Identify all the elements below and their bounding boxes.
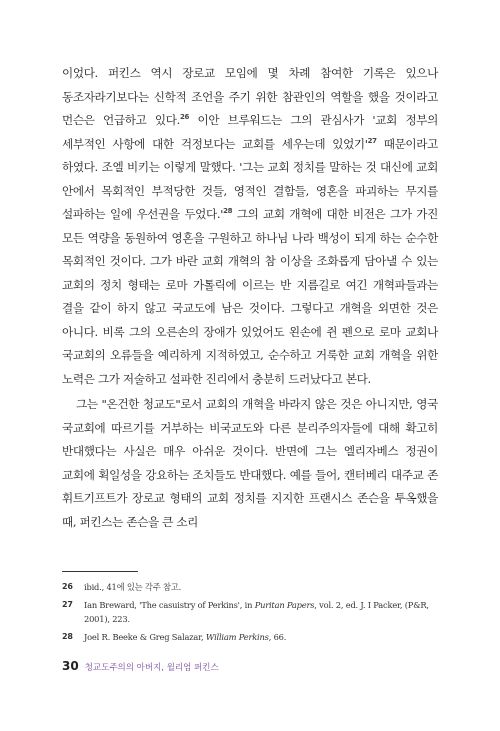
- footnote-text: [84, 598, 438, 627]
- footnote-text: [84, 630, 286, 645]
- text-run: 이안 브루워드는 그의 관심사가 '교회 정부의 세부적인 사항에 대한 걱정보다는 교회를 세우는데 있었기': [62, 113, 438, 151]
- footnote-text-pre: Ian Breward, 'The casuistry of Perkins', in: [84, 599, 255, 610]
- footnote-ref-27[interactable]: 27: [367, 136, 377, 145]
- footnote-text-pre: Joel R. Beeke & Greg Salazar,: [84, 631, 206, 642]
- footnote-ref-28[interactable]: 28: [223, 207, 233, 216]
- footnote-number: 28: [62, 631, 73, 641]
- text-run: 때문이라고 하였다. 조엘 비키는 이렇게 말했다. '그는 교회 정치를 말하는 것 대신에 교회 안에서 목회적인 부적당한 것들, 영적인 결함들, 영혼을 파괴하는 무지를 설파하는 일에 우선권을 두었다.': [62, 136, 438, 221]
- footnote-divider: [62, 571, 138, 572]
- footnote-number: 26: [62, 582, 73, 591]
- footnote-27: [62, 598, 438, 627]
- paragraph-2: 그는 "온건한 청교도"로서 교회의 개혁을 바라지 않은 것은 아니지만, 영국 국교회에 따르기를 거부하는 비국교도와 다른 분리주의자들에 대해 확고히 반대했다는 사실은 매우 아쉬운 것이다. 반면에 그는 엘리자베스 정권이 교회에 획일성을 강요하는 조치들도 반대했다. 예를 들어, 캔터베리 대주교 존 휘트기프트가 장로교 형태의 교회 정치를 지지한 프랜시스 존슨을 투옥했을 때, 퍼킨스는 존슨을 큰 소리: [62, 397, 438, 529]
- page-number: 30: [62, 659, 79, 673]
- footnote-number: 27: [62, 599, 73, 609]
- footnote-text: ibid., 41에 있는 각주 참고.: [84, 582, 182, 592]
- footnote-28: [62, 630, 438, 645]
- text-run: 이었다. 퍼킨스 역시 장로교 모임에 몇 차례 참여한 기록은 있으나 동조자라기보다는 신학적 조언을 주기 위한 참관인의 역할을 했을 것이라고 먼슨은 언급하고 있다.: [62, 66, 438, 127]
- footnote-26: [62, 580, 438, 595]
- paragraph-1: [62, 62, 438, 391]
- main-text: [62, 62, 438, 534]
- footnote-text-post: , vol. 2, ed. J. I Packer, (P&R, 2001), 223.: [84, 599, 429, 624]
- running-title: 청교도주의의 아버지, 윌리엄 퍼킨스: [84, 663, 219, 673]
- footnote-text-post: , 66.: [268, 631, 287, 642]
- footnotes: [62, 580, 438, 647]
- text-run: 그의 교회 개혁에 대한 비전은 그가 가진 모든 역량을 동원하여 영혼을 구원하고 하나님 나라 백성이 되게 하는 순수한 목회적인 것이다. 그가 바란 교회 개혁의 참 이상을 조화롭게 담아낼 수 있는 교회의 정치 형태는 로마 가톨릭에 이르는 반 지름길로 여긴 개혁파들과는 결을 같이 하지 않고 국교도에 남은 것이다. 그렇다고 개혁을 외면한 것은 아니다. 비록 그의 오른손의 장애가 있었어도 왼손에 쥔 펜으로 로마 교회나 국교회의 오류들을 예리하게 지적하였고, 순수하고 거룩한 교회 개혁을 위한 노력은 그가 저술하고 설파한 진리에서 충분히 드러났다고 본다.: [62, 207, 438, 386]
- page-footer: [62, 659, 219, 673]
- footnote-title: William Perkins: [205, 631, 269, 642]
- footnote-ref-26[interactable]: 26: [179, 113, 189, 122]
- footnote-title: Puritan Papers: [254, 599, 315, 610]
